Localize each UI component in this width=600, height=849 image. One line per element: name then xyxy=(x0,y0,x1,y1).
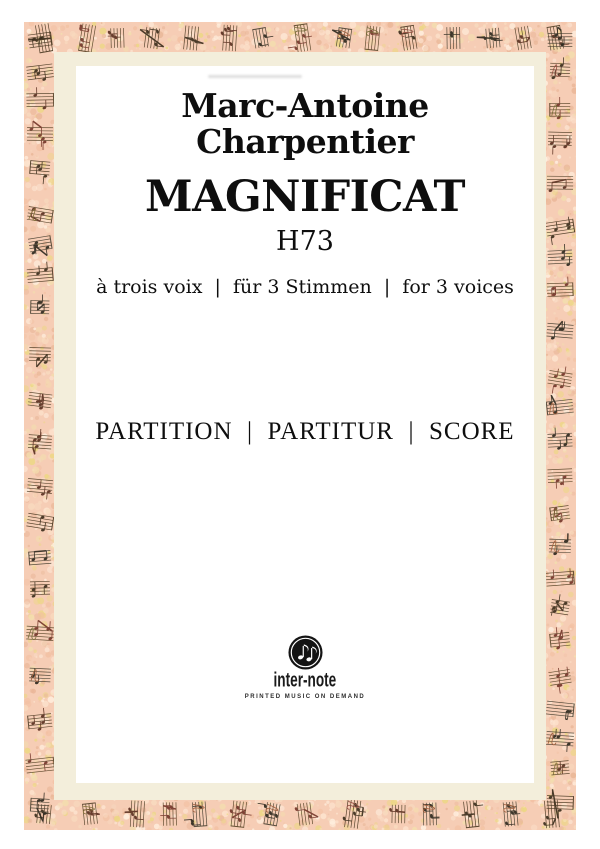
publisher-name: inter-note xyxy=(273,670,337,692)
publisher-logo-block xyxy=(76,634,534,700)
title-page-sheet xyxy=(76,66,534,783)
work-title: MAGNIFICAT xyxy=(145,172,465,222)
edition-line: PARTITION | PARTITUR | SCORE xyxy=(95,418,515,445)
scan-artifact xyxy=(208,75,302,78)
catalog-number: H73 xyxy=(276,226,334,257)
composer-name: Marc-Antoine Charpentier xyxy=(181,86,429,162)
publisher-tagline: PRINTED MUSIC ON DEMAND xyxy=(244,693,366,700)
music-notes-icon xyxy=(287,634,324,671)
voicing-line: à trois voix | für 3 Stimmen | for 3 voices xyxy=(96,276,514,298)
